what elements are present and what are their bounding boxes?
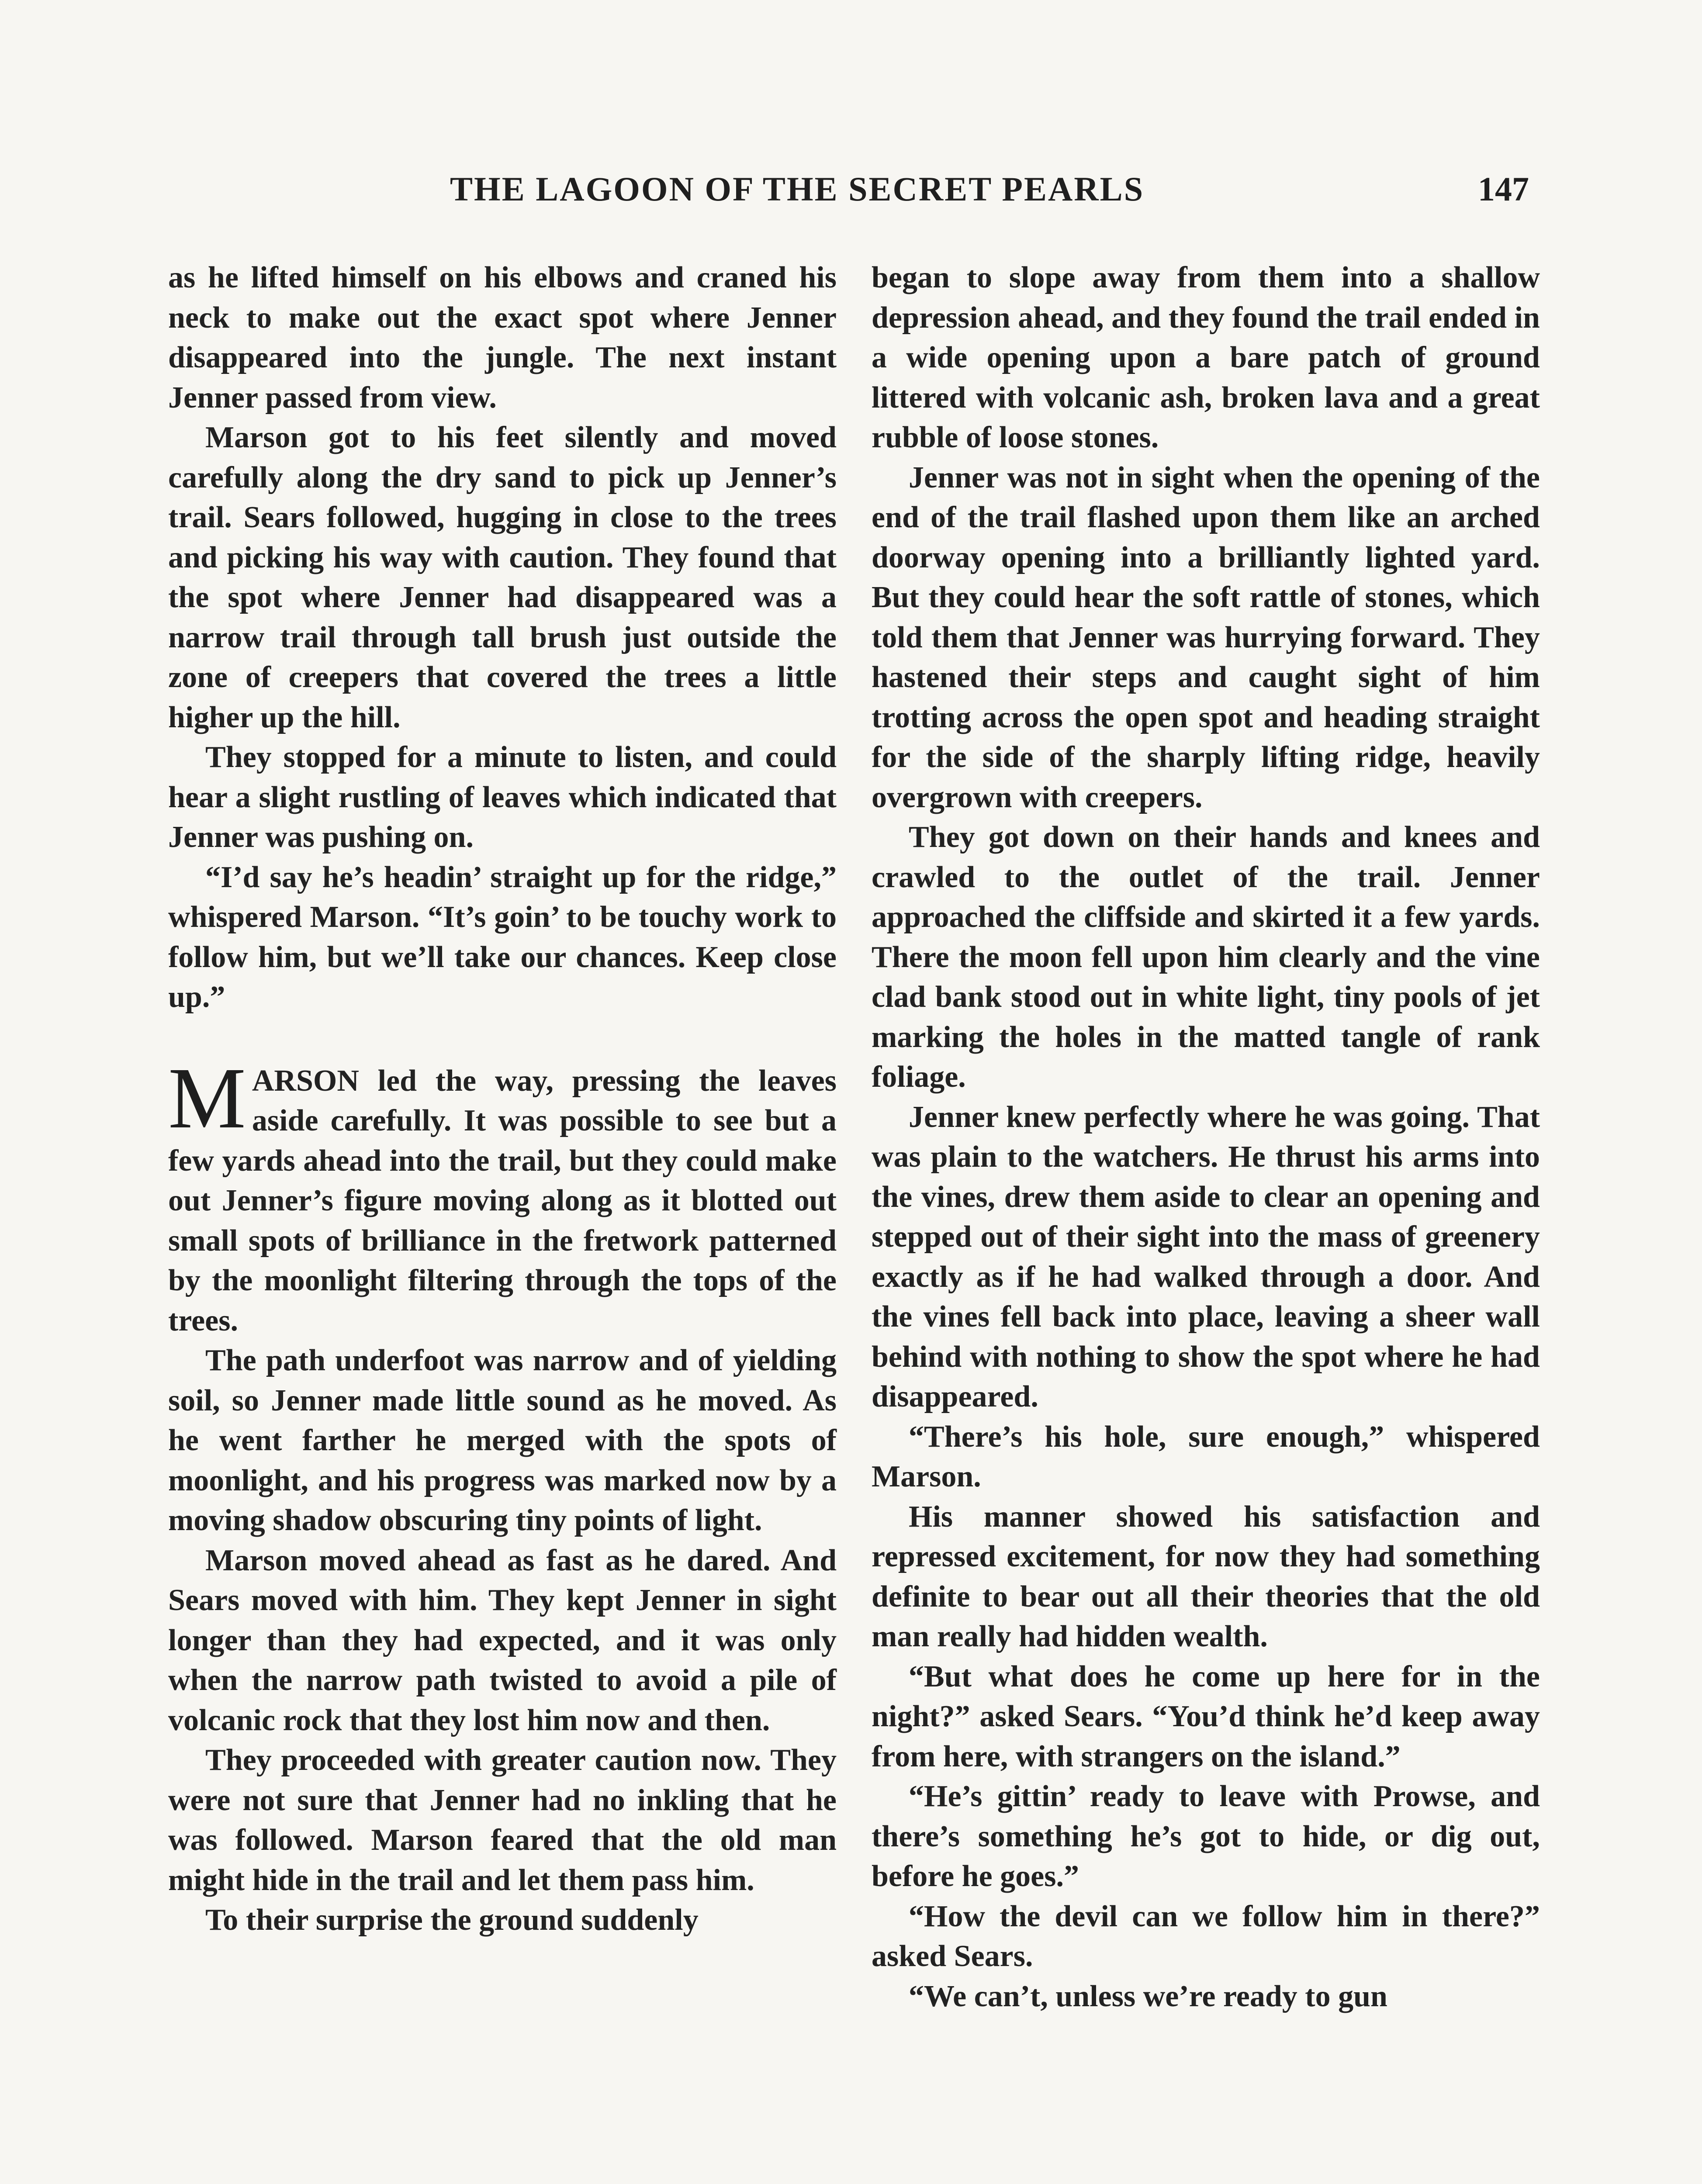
paragraph: as he lifted himself on his elbows and craned his neck to make out the exact spot where Jenner disappeared into the jungle. The next instant Jenner passed from view. (168, 261, 837, 415)
paragraph: “He’s gittin’ ready to leave with Prowse, and there’s something he’s got to hide, or dig out, before he goes.” (872, 1780, 1540, 1893)
paragraph: They proceeded with greater caution now. They were not sure that Jenner had no inkling that he was followed. Marson feared that the old man might hide in the trail and let them pass him. (168, 1743, 837, 1897)
running-header (166, 169, 1529, 218)
paragraph: “But what does he come up here for in the night?” asked Sears. “You’d think he’d keep away from here, with strangers on the island.” (872, 1659, 1540, 1773)
left-column (168, 258, 837, 1940)
drop-cap: M (168, 1050, 246, 1147)
paragraph: To their surprise the ground suddenly (205, 1903, 699, 1937)
paragraph: “I’d say he’s headin’ straight up for the ridge,” whispered Marson. “It’s goin’ to be touchy work to follow him, but we’ll take our chances. Keep close up.” (168, 860, 837, 1014)
paragraph: “There’s his hole, sure enough,” whispered Marson. (872, 1420, 1540, 1493)
page-number: 147 (1478, 170, 1529, 208)
paragraph-text: ARSON led the way, pressing the leaves aside carefully. It was possible to see but a few yards ahead into the trail, but they could make out Jenner’s figure moving along as it blotted out small spots of brilliance in the fretwork patterned by the moonlight filtering through the tops of the trees. (168, 1064, 837, 1337)
paragraph: Jenner knew perfectly where he was going. That was plain to the watchers. He thrust his arms into the vines, drew them aside to clear an opening and stepped out of their sight into the mass of greenery exactly as if he had walked through a door. And the vines fell back into place, leaving a sheer wall behind with nothing to show the spot where he had disappeared. (872, 1100, 1540, 1413)
paragraph: Marson got to his feet silently and moved carefully along the dry sand to pick up Jenner’s trail. Sears followed, hugging in close to the trees and picking his way with caution. They found that the spot where Jenner had disappeared was a narrow trail through tall brush just outside the zone of creepers that covered the trees a little higher up the hill. (168, 421, 837, 734)
paragraph: The path underfoot was narrow and of yielding soil, so Jenner made little sound as he moved. As he went farther he merged with the spots of moonlight, and his progress was marked now by a moving shadow obscuring tiny points of light. (168, 1344, 837, 1537)
paragraph: They stopped for a minute to listen, and could hear a slight rustling of leaves which indicated that Jenner was pushing on. (168, 740, 837, 854)
paragraph: “We can’t, unless we’re ready to gun (909, 1979, 1387, 2013)
right-column (872, 258, 1540, 2016)
paragraph: began to slope away from them into a shallow depression ahead, and they found the trail ended in a wide opening upon a bare patch of ground littered with volcanic ash, broken lava and a great rubble of loose stones. (872, 261, 1540, 454)
paragraph: Jenner was not in sight when the opening of the end of the trail flashed upon them like an arched doorway opening into a brilliantly lighted yard. But they could hear the soft rattle of stones, which told them that Jenner was hurrying forward. They hastened their steps and caught sight of him trotting across the open spot and heading straight for the side of the sharply lifting ridge, heavily overgrown with creepers. (872, 460, 1540, 814)
running-title: THE LAGOON OF THE SECRET PEARLS (450, 170, 1145, 208)
paragraph: Marson moved ahead as fast as he dared. And Sears moved with him. They kept Jenner in sight longer than they had expected, and it was only when the narrow path twisted to avoid a pile of volcanic rock that they lost him now and then. (168, 1543, 837, 1737)
section-start-paragraph (168, 1050, 837, 1341)
paragraph: His manner showed his satisfaction and repressed excitement, for now they had something definite to bear out all their theories that the old man really had hidden wealth. (872, 1500, 1540, 1653)
paragraph: They got down on their hands and knees and crawled to the outlet of the trail. Jenner approached the cliffside and skirted it a few yards. There the moon fell upon him clearly and the vine clad bank stood out in white light, tiny pools of jet marking the holes in the matted tangle of rank foliage. (872, 820, 1540, 1094)
paragraph: “How the devil can we follow him in there?” asked Sears. (872, 1899, 1540, 1973)
